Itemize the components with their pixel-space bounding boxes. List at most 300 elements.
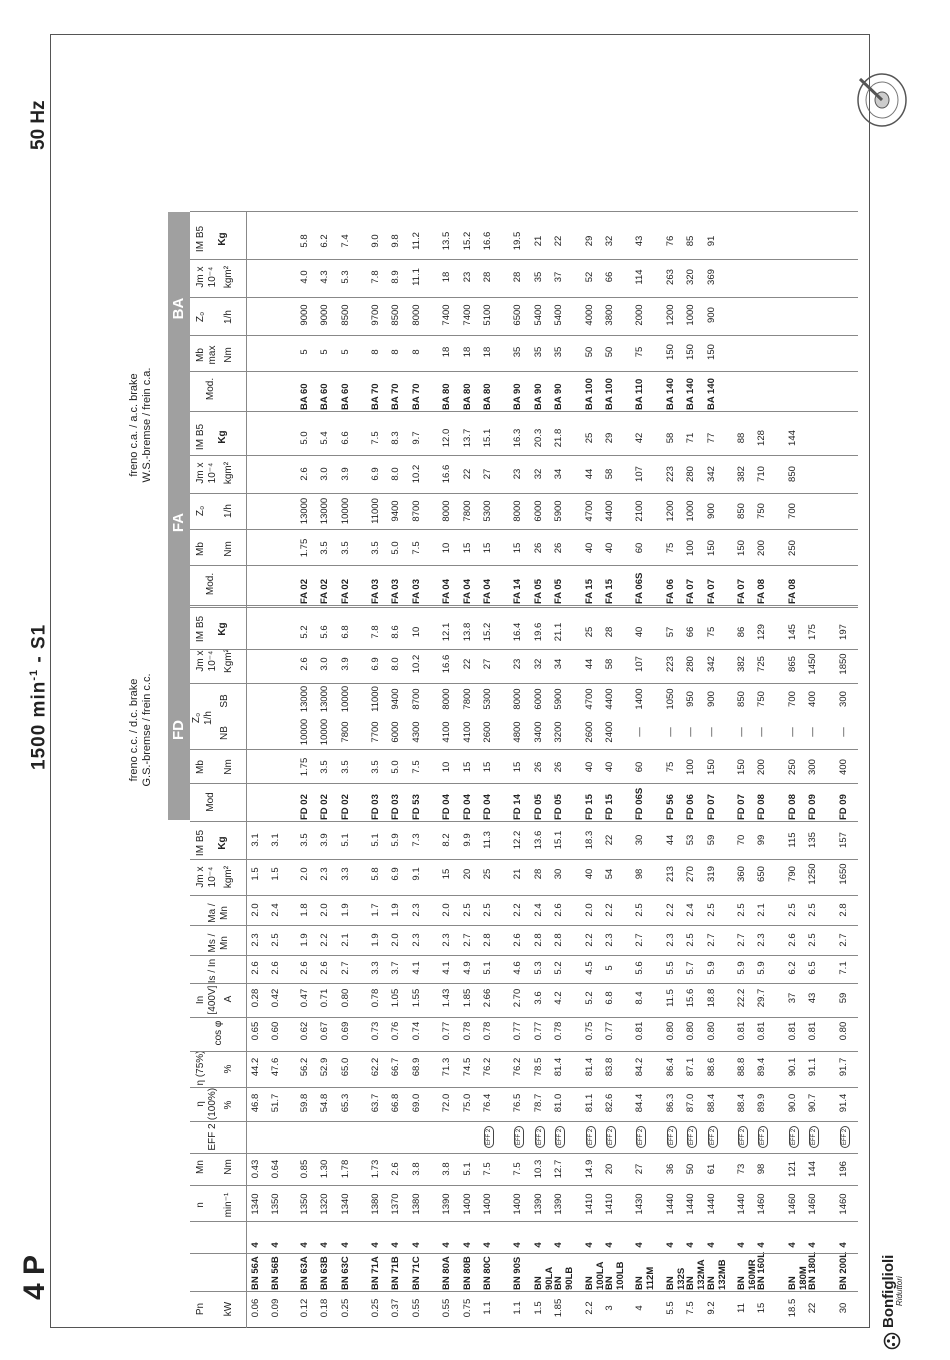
cell-r9-c2: 4 (461, 1242, 473, 1248)
cell-r22-c21: FA 08 (786, 579, 798, 604)
cell-r13-c29: 37 (553, 271, 565, 283)
cell-r8-c25: 12.0 (441, 428, 453, 448)
fd-header-mod: Mod (205, 792, 216, 812)
cell-r17-c24: 223 (664, 466, 676, 482)
cell-r11-c30: 19.5 (512, 231, 524, 251)
cell-r9-c11: 2.7 (461, 933, 473, 947)
cell-r11-c25: 16.3 (512, 428, 524, 448)
cell-r11-c3: 1400 (512, 1193, 524, 1215)
cell-r1-c10: 2.6 (270, 961, 282, 975)
cell-r15-c19: 58 (604, 658, 615, 670)
cell-r7-c18: 8700 (410, 688, 422, 710)
cell-r14-c28: 4000 (583, 304, 595, 326)
header-pn: Pn (195, 1302, 206, 1316)
ba-header-jm: Jm x 10⁻⁴ (195, 266, 218, 288)
cell-r21-c24: 710 (756, 466, 768, 482)
cell-r1-c12: 2.4 (270, 903, 282, 917)
cell-r15-c17: 2400 (604, 721, 615, 743)
cell-r15-c21: FA 15 (604, 579, 615, 604)
fd-header-imb5: IM B5 (195, 615, 206, 643)
cell-r4-c24: 3.9 (339, 467, 351, 481)
cell-r16-c28: 2000 (634, 304, 646, 326)
column-divider (190, 895, 858, 896)
cell-r9-c7: 74.5 (461, 1057, 473, 1077)
cell-r15-c22: 40 (604, 542, 615, 554)
cell-r16-c8: 0.81 (634, 1021, 646, 1041)
cell-r11-c12: 2.2 (512, 903, 524, 917)
cell-r8-c7: 71.3 (441, 1057, 453, 1077)
cell-r14-c5 (584, 1120, 596, 1154)
cell-r21-c8: 0.81 (756, 1021, 768, 1041)
cell-r7-c3: 1380 (410, 1193, 422, 1215)
cell-r5-c20: 7.8 (370, 625, 381, 639)
brand-subtitle: Riduttori (895, 1276, 904, 1306)
cell-r5-c18: 11000 (370, 686, 381, 712)
cell-r17-c23: 1200 (664, 500, 676, 522)
cell-r2-c18: 13000 (298, 685, 310, 713)
cell-r6-c16: 5.0 (390, 760, 402, 774)
cell-r9-c8: 0.78 (461, 1021, 473, 1041)
cell-r18-c4: 50 (685, 1163, 697, 1175)
cell-r17-c13: 213 (664, 866, 676, 882)
cell-r19-c7: 88.6 (705, 1057, 717, 1077)
cell-r17-c7: 86.4 (664, 1057, 676, 1077)
cell-r21-c13: 650 (756, 866, 768, 882)
cell-r23-c1: BN 180L (807, 1251, 819, 1290)
cell-r20-c23: 850 (736, 503, 747, 519)
cell-r18-c25: 71 (685, 432, 697, 444)
cell-r15-c9: 6.8 (604, 991, 615, 1005)
cell-r6-c30: 9.8 (390, 234, 402, 248)
cell-r12-c15: FD 05 (532, 794, 544, 820)
cell-r19-c23: 900 (705, 503, 717, 519)
cell-r21-c20: 129 (756, 624, 768, 640)
cell-r6-c10: 3.7 (390, 961, 402, 975)
fd-brake-title (128, 640, 154, 820)
cell-r18-c8: 0.80 (685, 1021, 697, 1041)
column-divider (190, 1153, 858, 1154)
cell-r0-c12: 2.0 (250, 903, 261, 917)
cell-r1-c11: 2.5 (270, 933, 282, 947)
cell-r24-c5 (838, 1120, 850, 1154)
cell-r16-c7: 84.2 (634, 1057, 646, 1077)
cell-r10-c4: 7.5 (482, 1162, 493, 1176)
cell-r8-c27: 18 (441, 346, 453, 358)
cell-r14-c13: 40 (583, 868, 595, 880)
cell-r22-c9: 37 (786, 992, 798, 1004)
cell-r13-c24: 34 (553, 468, 565, 480)
eff2-badge-icon: EFF 2 (636, 1126, 646, 1148)
cell-r6-c22: 5.0 (390, 541, 402, 555)
cell-r6-c23: 9400 (390, 500, 402, 522)
cell-r0-c3: 1340 (250, 1193, 261, 1215)
cell-r4-c28: 8500 (339, 304, 351, 326)
cell-r21-c12: 2.1 (756, 903, 768, 917)
cell-r23-c18: 400 (807, 691, 819, 707)
eff2-badge-icon: EFF 2 (708, 1126, 718, 1148)
cell-r11-c2: 4 (512, 1242, 524, 1248)
cell-r24-c7: 91.7 (837, 1057, 849, 1077)
cell-r3-c10: 2.6 (319, 961, 331, 975)
cell-r8-c11: 2.3 (441, 933, 453, 947)
cell-r11-c7: 76.2 (512, 1057, 524, 1077)
cell-r4-c21: FA 02 (339, 579, 351, 604)
cell-r11-c28: 6500 (512, 304, 524, 326)
cell-r5-c22: 3.5 (370, 541, 381, 555)
cell-r9-c22: 15 (461, 542, 473, 554)
cell-r4-c14: 5.1 (339, 833, 351, 847)
cell-r10-c20: 15.2 (482, 622, 493, 642)
fa-header-jm: Jm x 10⁻⁴ (195, 462, 218, 484)
cell-r7-c9: 1.55 (410, 988, 422, 1008)
cell-r5-c17: 7700 (370, 721, 381, 743)
cell-r11-c14: 12.2 (512, 830, 524, 850)
cell-r10-c0: 1.1 (482, 1301, 493, 1315)
cell-r14-c8: 0.75 (583, 1021, 595, 1041)
cell-r17-c27: 150 (664, 344, 676, 360)
cell-r19-c1: BN 132MB (705, 1259, 728, 1290)
cell-r15-c8: 0.77 (604, 1021, 615, 1041)
cell-r9-c20: 13.8 (461, 622, 473, 642)
cell-r2-c13: 2.0 (298, 867, 310, 881)
cell-r12-c28: 5400 (532, 304, 544, 326)
cell-r19-c29: 369 (705, 269, 717, 285)
ba-header-mb-unit: Nm (223, 347, 234, 363)
cell-r2-c16: 1.75 (298, 757, 310, 777)
cell-r7-c23: 8700 (410, 500, 422, 522)
cell-r8-c17: 4100 (441, 721, 453, 743)
cell-r10-c7: 76.2 (482, 1057, 493, 1077)
cell-r21-c4: 98 (756, 1163, 768, 1175)
cell-r1-c13: 1.5 (270, 867, 282, 881)
cell-r18-c27: 150 (685, 344, 697, 360)
header-eta75-unit: % (223, 1064, 234, 1074)
brand-name: Bonfiglioli (880, 1254, 897, 1328)
header-divider (246, 212, 247, 1328)
cell-r8-c1: BN 80A (441, 1256, 453, 1290)
cell-r17-c16: 75 (664, 761, 676, 773)
cell-r4-c3: 1340 (339, 1193, 351, 1215)
cell-r18-c21: FA 07 (685, 579, 697, 604)
cell-r9-c10: 4.9 (461, 961, 473, 975)
cell-r23-c12: 2.5 (807, 903, 819, 917)
cell-r13-c13: 30 (553, 868, 565, 880)
cell-r20-c21: FA 07 (736, 579, 747, 604)
fd-header-zo: Z₀ (191, 712, 202, 724)
cell-r13-c28: 5400 (553, 304, 565, 326)
cell-r14-c26: BA 100 (583, 378, 595, 410)
cell-r3-c20: 5.6 (319, 625, 331, 639)
cell-r5-c28: 9700 (370, 304, 381, 326)
cell-r18-c0: 7.5 (685, 1301, 697, 1315)
cell-r2-c14: 3.5 (298, 833, 310, 847)
cell-r23-c7: 91.1 (807, 1057, 819, 1077)
cell-r16-c16: 60 (634, 761, 646, 773)
cell-r19-c19: 342 (705, 656, 717, 672)
fa-header-mod: Mod. (205, 572, 216, 596)
cell-r19-c14: 59 (705, 834, 717, 846)
cell-r16-c5 (634, 1120, 646, 1154)
fa-header-jm-unit: kgm² (223, 461, 234, 485)
cell-r12-c18: 6000 (532, 688, 544, 710)
cell-r0-c10: 2.6 (250, 961, 261, 975)
cell-r7-c15: FD 53 (410, 794, 422, 820)
cell-r24-c11: 2.7 (837, 933, 849, 947)
cell-r16-c25: 42 (634, 432, 646, 444)
cell-r24-c13: 1650 (837, 863, 849, 885)
cell-r18-c22: 100 (685, 540, 697, 556)
cell-r14-c3: 1410 (583, 1193, 595, 1215)
eff2-badge-icon: EFF 2 (840, 1126, 850, 1148)
cell-r18-c3: 1440 (685, 1193, 697, 1215)
cell-r21-c10: 5.9 (756, 961, 768, 975)
cell-r8-c0: 0.55 (441, 1298, 453, 1318)
cell-r22-c8: 0.81 (786, 1021, 798, 1041)
cell-r9-c23: 7800 (461, 500, 473, 522)
cell-r2-c29: 4.0 (298, 270, 310, 284)
cell-r3-c17: 10000 (319, 718, 331, 746)
cell-r14-c7: 81.4 (583, 1057, 595, 1077)
column-divider (190, 259, 858, 260)
fa-title-line1: freno c.a. / a.c. brake (128, 373, 140, 477)
cell-r20-c20: 86 (736, 626, 747, 638)
ba-header-zo: Z₀ (195, 311, 206, 323)
cell-r20-c5 (736, 1120, 748, 1154)
fd-header-mb: Mb (195, 760, 206, 774)
cell-r13-c9: 4.2 (553, 991, 565, 1005)
cell-r16-c21: FA 06S (634, 572, 646, 604)
header-cos-phi: cos φ (213, 1020, 224, 1046)
cell-r14-c19: 44 (583, 658, 595, 670)
eff2-badge-icon: EFF 2 (667, 1126, 677, 1148)
fa-title-line2: W.S.-bremse / frein c.a. (141, 367, 153, 483)
cell-r2-c9: 0.47 (298, 988, 310, 1008)
cell-r22-c16: 250 (786, 759, 798, 775)
speed-sup: -1 (28, 668, 40, 681)
cell-r9-c14: 9.9 (461, 833, 473, 847)
cell-r0-c6: 46.8 (250, 1093, 261, 1113)
ba-header-imb5: IM B5 (195, 225, 206, 253)
cell-r17-c20: 57 (664, 626, 676, 638)
cell-r13-c27: 35 (553, 346, 565, 358)
cell-r14-c10: 4.5 (583, 961, 595, 975)
cell-r18-c15: FD 06 (685, 794, 697, 820)
cell-r24-c20: 197 (837, 624, 849, 640)
cell-r11-c22: 15 (512, 542, 524, 554)
cell-r1-c0: 0.09 (270, 1298, 282, 1318)
cell-r14-c30: 29 (583, 235, 595, 247)
cell-r17-c22: 75 (664, 542, 676, 554)
cell-r15-c26: BA 100 (604, 378, 615, 410)
cell-r13-c30: 22 (553, 235, 565, 247)
cell-r13-c17: 3200 (553, 721, 565, 743)
cell-r4-c29: 5.3 (339, 270, 351, 284)
column-divider (190, 211, 858, 212)
cell-r7-c16: 7.5 (410, 760, 422, 774)
cell-r20-c9: 22.2 (736, 988, 747, 1008)
fd-header-sb: SB (219, 694, 230, 708)
cell-r9-c29: 23 (461, 271, 473, 283)
cell-r6-c12: 1.9 (390, 903, 402, 917)
cell-r4-c26: BA 60 (339, 383, 351, 410)
cell-r16-c9: 8.4 (634, 991, 646, 1005)
cell-r8-c13: 15 (441, 868, 453, 880)
cell-r17-c11: 2.3 (664, 933, 676, 947)
cell-r15-c23: 4400 (604, 500, 615, 522)
cell-r13-c4: 12.7 (553, 1159, 565, 1179)
cell-r22-c1: BN 180M (786, 1266, 809, 1290)
cell-r17-c4: 36 (664, 1163, 676, 1175)
cell-r16-c1: BN 112M (634, 1266, 657, 1290)
cell-r22-c13: 790 (786, 866, 798, 882)
cell-r3-c25: 5.4 (319, 431, 331, 445)
cell-r1-c7: 47.6 (270, 1057, 282, 1077)
column-divider (190, 1185, 858, 1186)
cell-r3-c8: 0.67 (319, 1021, 331, 1041)
cell-r6-c29: 8.9 (390, 270, 402, 284)
cell-r24-c1: BN 200L (837, 1251, 849, 1290)
cell-r20-c1: BN 160MR (736, 1259, 758, 1290)
cell-r12-c20: 19.6 (532, 622, 544, 642)
cell-r23-c2: 4 (807, 1242, 819, 1248)
cell-r14-c9: 5.2 (583, 991, 595, 1005)
cell-r14-c6: 81.1 (583, 1093, 595, 1113)
cell-r2-c19: 2.6 (298, 657, 310, 671)
cell-r1-c3: 1350 (270, 1193, 282, 1215)
cell-r17-c2: 4 (664, 1242, 676, 1248)
cell-r14-c23: 4700 (583, 500, 595, 522)
cell-r15-c3: 1410 (604, 1193, 615, 1215)
cell-r18-c19: 280 (685, 656, 697, 672)
cell-r10-c14: 11.3 (482, 831, 493, 849)
cell-r13-c19: 34 (553, 658, 565, 670)
cell-r19-c15: FD 07 (705, 794, 717, 820)
cell-r21-c1: BN 160L (756, 1251, 768, 1290)
cell-r18-c1: BN 132MA (685, 1259, 708, 1290)
cell-r22-c6: 90.0 (786, 1093, 798, 1113)
cell-r19-c3: 1440 (705, 1193, 717, 1215)
cell-r20-c8: 0.81 (736, 1021, 747, 1041)
cell-r3-c6: 54.8 (319, 1093, 331, 1113)
cell-r16-c15: FD 06S (634, 787, 646, 820)
fd-header-nb: NB (219, 726, 230, 740)
cell-r9-c9: 1.85 (461, 988, 473, 1008)
cell-r19-c17: — (705, 727, 717, 737)
cell-r12-c2: 4 (532, 1242, 544, 1248)
column-divider (190, 1017, 858, 1018)
cell-r13-c6: 81.0 (553, 1093, 565, 1113)
cell-r2-c4: 0.85 (298, 1159, 310, 1179)
cell-r4-c27: 5 (339, 349, 351, 355)
cell-r16-c10: 5.6 (634, 961, 646, 975)
ba-header-zo-unit: 1/h (223, 310, 234, 324)
cell-r24-c3: 1460 (837, 1193, 849, 1215)
cell-r24-c8: 0.80 (837, 1021, 849, 1041)
cell-r19-c20: 75 (705, 626, 717, 638)
cell-r12-c23: 6000 (532, 500, 544, 522)
cell-r22-c25: 144 (786, 430, 798, 446)
cell-r16-c12: 2.5 (634, 903, 646, 917)
cell-r3-c26: BA 60 (319, 383, 331, 410)
cell-r24-c18: 300 (837, 691, 849, 707)
column-divider (190, 683, 858, 684)
fd-title-line2: G.S.-bremse / frein c.c. (141, 673, 153, 787)
cell-r10-c24: 27 (482, 468, 493, 480)
cell-r20-c12: 2.5 (736, 903, 747, 917)
cell-r16-c19: 107 (634, 656, 646, 672)
cell-r7-c28: 8000 (410, 304, 422, 326)
cell-r14-c11: 2.2 (583, 933, 595, 947)
cell-r2-c8: 0.62 (298, 1021, 310, 1041)
cell-r7-c30: 11.2 (410, 232, 422, 250)
cell-r18-c12: 2.4 (685, 903, 697, 917)
pole-title: 4 P (18, 1254, 51, 1300)
cell-r17-c6: 86.3 (664, 1093, 676, 1113)
cell-r20-c19: 382 (736, 656, 747, 672)
cell-r13-c3: 1390 (553, 1193, 565, 1215)
cell-r5-c15: FD 03 (370, 794, 381, 820)
cell-r0-c8: 0.65 (250, 1021, 261, 1041)
cell-r6-c3: 1370 (390, 1193, 402, 1215)
cell-r22-c17: — (786, 727, 798, 737)
cell-r8-c15: FD 04 (441, 794, 453, 820)
cell-r20-c25: 88 (736, 432, 747, 444)
eff2-badge-icon: EFF 2 (535, 1126, 545, 1148)
cell-r12-c22: 26 (532, 542, 544, 554)
cell-r12-c17: 3400 (532, 721, 544, 743)
cell-r4-c18: 10000 (339, 685, 351, 713)
cell-r14-c16: 40 (583, 761, 595, 773)
cell-r11-c26: BA 90 (512, 383, 524, 410)
cell-r16-c20: 40 (634, 626, 646, 638)
header-in-unit: A (223, 995, 234, 1003)
header-mn-unit: Nm (223, 1159, 234, 1175)
column-divider (190, 335, 858, 336)
cell-r23-c14: 135 (807, 832, 819, 848)
cell-r17-c28: 1200 (664, 304, 676, 326)
cell-r3-c29: 4.3 (319, 270, 331, 284)
fa-header-imb5: IM B5 (195, 423, 206, 451)
cell-r3-c9: 0.71 (319, 988, 331, 1008)
cell-r3-c18: 13000 (319, 685, 331, 713)
cell-r12-c27: 35 (532, 346, 544, 358)
cell-r19-c22: 150 (705, 540, 717, 556)
cell-r14-c22: 40 (583, 542, 595, 554)
cell-r11-c9: 2.70 (512, 988, 524, 1008)
cell-r4-c16: 3.5 (339, 760, 351, 774)
cell-r19-c8: 0.80 (705, 1021, 717, 1041)
cell-r11-c15: FD 14 (512, 794, 524, 820)
cell-r24-c16: 400 (837, 759, 849, 775)
cell-r16-c3: 1430 (634, 1193, 646, 1215)
cell-r0-c1: BN 56A (250, 1256, 261, 1290)
cell-r9-c3: 1400 (461, 1193, 473, 1215)
cell-r23-c16: 300 (807, 759, 819, 775)
cell-r23-c20: 175 (807, 624, 819, 640)
cell-r3-c16: 3.5 (319, 760, 331, 774)
cell-r1-c9: 0.42 (270, 988, 282, 1008)
column-divider (190, 1291, 858, 1292)
cell-r4-c23: 10000 (339, 497, 351, 525)
eff2-badge-icon: EFF 2 (758, 1126, 768, 1148)
column-divider (190, 983, 858, 984)
cell-r4-c1: BN 63C (339, 1256, 351, 1290)
cell-r15-c1: BN 100LB (604, 1261, 626, 1290)
cell-r4-c25: 6.6 (339, 431, 351, 445)
cell-r13-c15: FD 05 (553, 794, 565, 820)
cell-r3-c24: 3.0 (319, 467, 331, 481)
cell-r17-c18: 1050 (664, 688, 676, 710)
